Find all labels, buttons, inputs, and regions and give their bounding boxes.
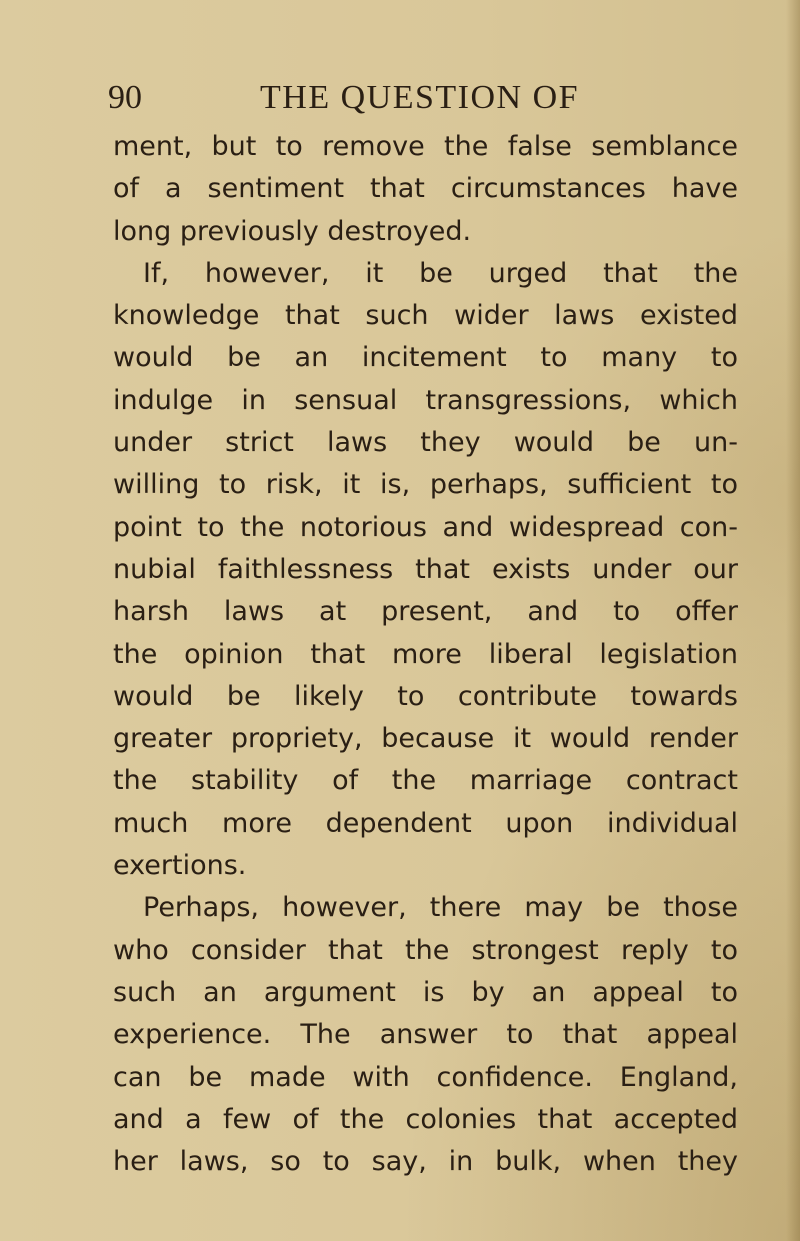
- text-line: point to the notorious and widespread con-: [113, 511, 738, 543]
- text-line: willing to risk, it is, perhaps, sufficient to: [113, 469, 738, 501]
- text-line: who consider that the strongest reply to: [113, 934, 738, 966]
- text-line: under strict laws they would be un-: [113, 427, 738, 459]
- text-line: long previously destroyed.: [113, 215, 472, 247]
- running-head: [108, 76, 728, 120]
- text-line: greater propriety, because it would render: [113, 723, 738, 755]
- text-line: Perhaps, however, there may be those: [143, 892, 738, 924]
- text-line: such an argument is by an appeal to: [113, 976, 738, 1008]
- text-line: would be likely to contribute towards: [113, 680, 738, 712]
- running-head-title: THE QUESTION OF: [260, 79, 580, 116]
- text-line: If, however, it be urged that the: [143, 257, 738, 289]
- text-line: indulge in sensual transgressions, which: [113, 384, 738, 416]
- text-line: exertions.: [113, 850, 247, 882]
- text-line: of a sentiment that circumstances have: [113, 173, 738, 205]
- page-number: 90: [108, 79, 142, 116]
- text-line: the opinion that more liberal legislation: [113, 638, 738, 670]
- text-line: would be an incitement to many to: [113, 342, 738, 374]
- text-line: harsh laws at present, and to offer: [113, 596, 738, 628]
- text-line: can be made with confidence. England,: [113, 1061, 738, 1093]
- body-text: [113, 126, 738, 1183]
- text-line: knowledge that such wider laws existed: [113, 300, 738, 332]
- text-line: ment, but to remove the false semblance: [113, 131, 738, 162]
- text-line: and a few of the colonies that accepted: [113, 1103, 738, 1135]
- page-edge-shading: [786, 0, 800, 1241]
- text-line: her laws, so to say, in bulk, when they: [113, 1146, 738, 1178]
- text-line: much more dependent upon individual: [113, 807, 738, 839]
- text-line: the stability of the marriage contract: [113, 765, 738, 797]
- text-line: nubial faithlessness that exists under our: [113, 553, 738, 585]
- text-line: experience. The answer to that appeal: [113, 1019, 738, 1051]
